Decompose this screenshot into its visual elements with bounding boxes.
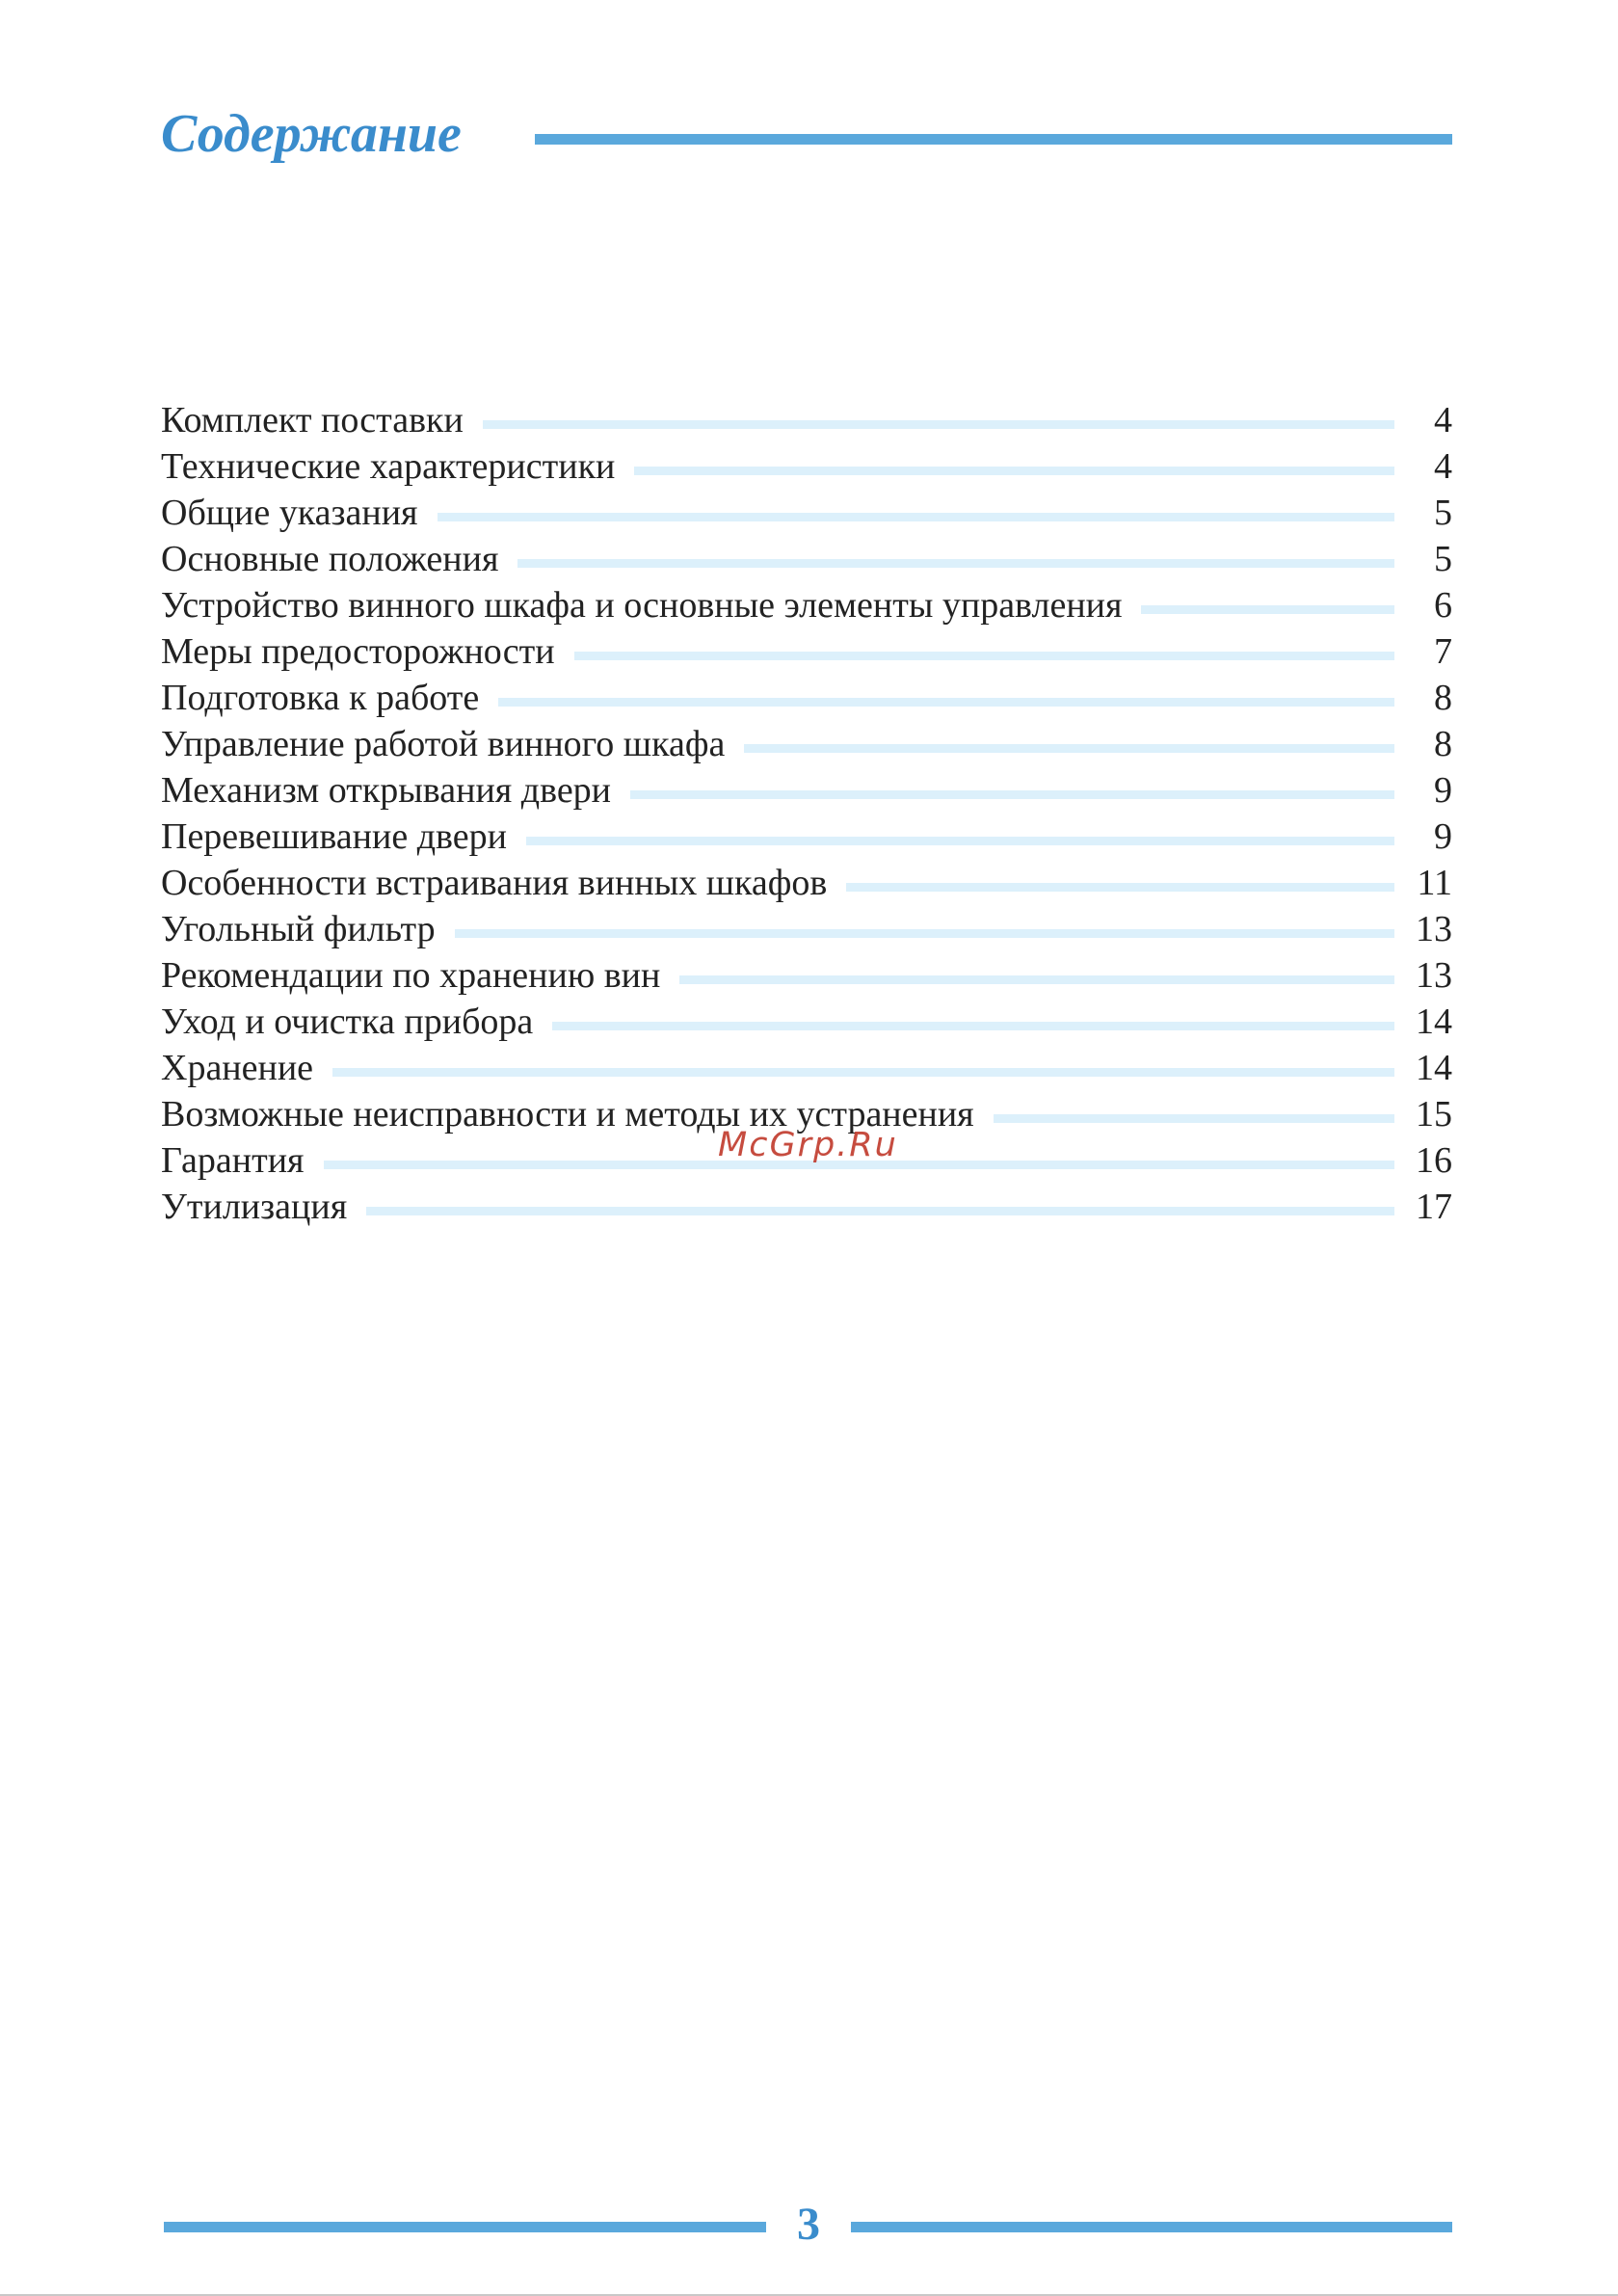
toc-entry[interactable] xyxy=(161,628,1452,675)
toc-entry-page: 17 xyxy=(1416,1187,1452,1227)
toc-entry-title: Возможные неисправности и методы их устранения xyxy=(161,1094,974,1135)
toc-entry-page: 9 xyxy=(1434,816,1452,857)
toc-entry-title: Технические характеристики xyxy=(161,446,616,487)
toc-entry-page: 8 xyxy=(1434,724,1452,764)
toc-entry-title: Особенности встраивания винных шкафов xyxy=(161,863,828,903)
toc-leader-line xyxy=(994,1114,1394,1123)
toc-entry[interactable] xyxy=(161,767,1452,814)
toc-entry[interactable] xyxy=(161,814,1452,860)
toc-entry[interactable] xyxy=(161,675,1452,721)
toc-entry-page: 13 xyxy=(1416,955,1452,996)
toc-entry-page: 11 xyxy=(1417,863,1452,903)
toc-leader-line xyxy=(526,837,1394,845)
toc-leader-line xyxy=(574,652,1394,660)
toc-entry[interactable] xyxy=(161,490,1452,536)
toc-leader-line xyxy=(498,698,1394,707)
toc-entry-title: Управление работой винного шкафа xyxy=(161,724,726,764)
toc-entry[interactable] xyxy=(161,721,1452,767)
toc-entry-title: Подготовка к работе xyxy=(161,678,480,718)
toc-entry[interactable] xyxy=(161,443,1452,490)
toc-leader-line xyxy=(332,1068,1394,1077)
toc-entry-page: 4 xyxy=(1434,446,1452,487)
toc-entry[interactable] xyxy=(161,906,1452,952)
page-title: Содержание xyxy=(161,104,462,164)
toc-leader-line xyxy=(517,559,1394,568)
toc-leader-line xyxy=(679,975,1394,984)
toc-leader-line xyxy=(366,1207,1394,1215)
toc-entry-title: Уход и очистка прибора xyxy=(161,1001,534,1042)
toc-entry-title: Общие указания xyxy=(161,493,418,533)
toc-leader-line xyxy=(630,790,1394,799)
toc-entry-page: 5 xyxy=(1434,493,1452,533)
toc-entry-page: 6 xyxy=(1434,585,1452,626)
toc-entry-page: 4 xyxy=(1434,400,1452,441)
toc-entry-title: Комплект поставки xyxy=(161,400,464,441)
toc-entry-title: Механизм открывания двери xyxy=(161,770,612,811)
toc-leader-line xyxy=(438,513,1394,521)
toc-entry[interactable] xyxy=(161,999,1452,1045)
toc-leader-line xyxy=(846,883,1394,892)
toc-entry-title: Угольный фильтр xyxy=(161,909,436,949)
toc-entry[interactable] xyxy=(161,397,1452,443)
page-number: 3 xyxy=(797,2199,820,2250)
toc-entry-title: Устройство винного шкафа и основные элементы управления xyxy=(161,585,1123,626)
watermark: McGrp.Ru xyxy=(718,1126,898,1164)
toc-entry-title: Хранение xyxy=(161,1048,314,1088)
toc-entry[interactable] xyxy=(161,860,1452,906)
toc-entry-title: Основные положения xyxy=(161,539,499,579)
toc-entry[interactable] xyxy=(161,536,1452,582)
toc-entry-page: 8 xyxy=(1434,678,1452,718)
toc-leader-line xyxy=(483,420,1394,429)
toc-entry-page: 14 xyxy=(1416,1001,1452,1042)
toc-leader-line xyxy=(552,1022,1394,1030)
toc-entry-page: 16 xyxy=(1416,1140,1452,1181)
toc-entry-page: 5 xyxy=(1434,539,1452,579)
title-rule xyxy=(535,134,1452,145)
toc-entry-page: 7 xyxy=(1434,631,1452,672)
toc-entry-page: 13 xyxy=(1416,909,1452,949)
toc-leader-line xyxy=(455,929,1394,938)
toc-entry-title: Утилизация xyxy=(161,1187,348,1227)
footer-rule-right xyxy=(851,2222,1452,2232)
toc-entry-title: Гарантия xyxy=(161,1140,305,1181)
table-of-contents xyxy=(161,397,1452,1230)
toc-leader-line xyxy=(634,467,1394,475)
toc-entry-page: 15 xyxy=(1416,1094,1452,1135)
footer-rule-left xyxy=(164,2222,766,2232)
toc-leader-line xyxy=(1141,605,1394,614)
toc-entry-title: Меры предосторожности xyxy=(161,631,555,672)
toc-entry[interactable] xyxy=(161,1184,1452,1230)
toc-entry-page: 9 xyxy=(1434,770,1452,811)
toc-leader-line xyxy=(744,744,1394,753)
toc-entry-title: Рекомендации по хранению вин xyxy=(161,955,661,996)
toc-entry-page: 14 xyxy=(1416,1048,1452,1088)
toc-entry[interactable] xyxy=(161,582,1452,628)
toc-entry[interactable] xyxy=(161,1045,1452,1091)
toc-entry[interactable] xyxy=(161,952,1452,999)
toc-entry-title: Перевешивание двери xyxy=(161,816,507,857)
